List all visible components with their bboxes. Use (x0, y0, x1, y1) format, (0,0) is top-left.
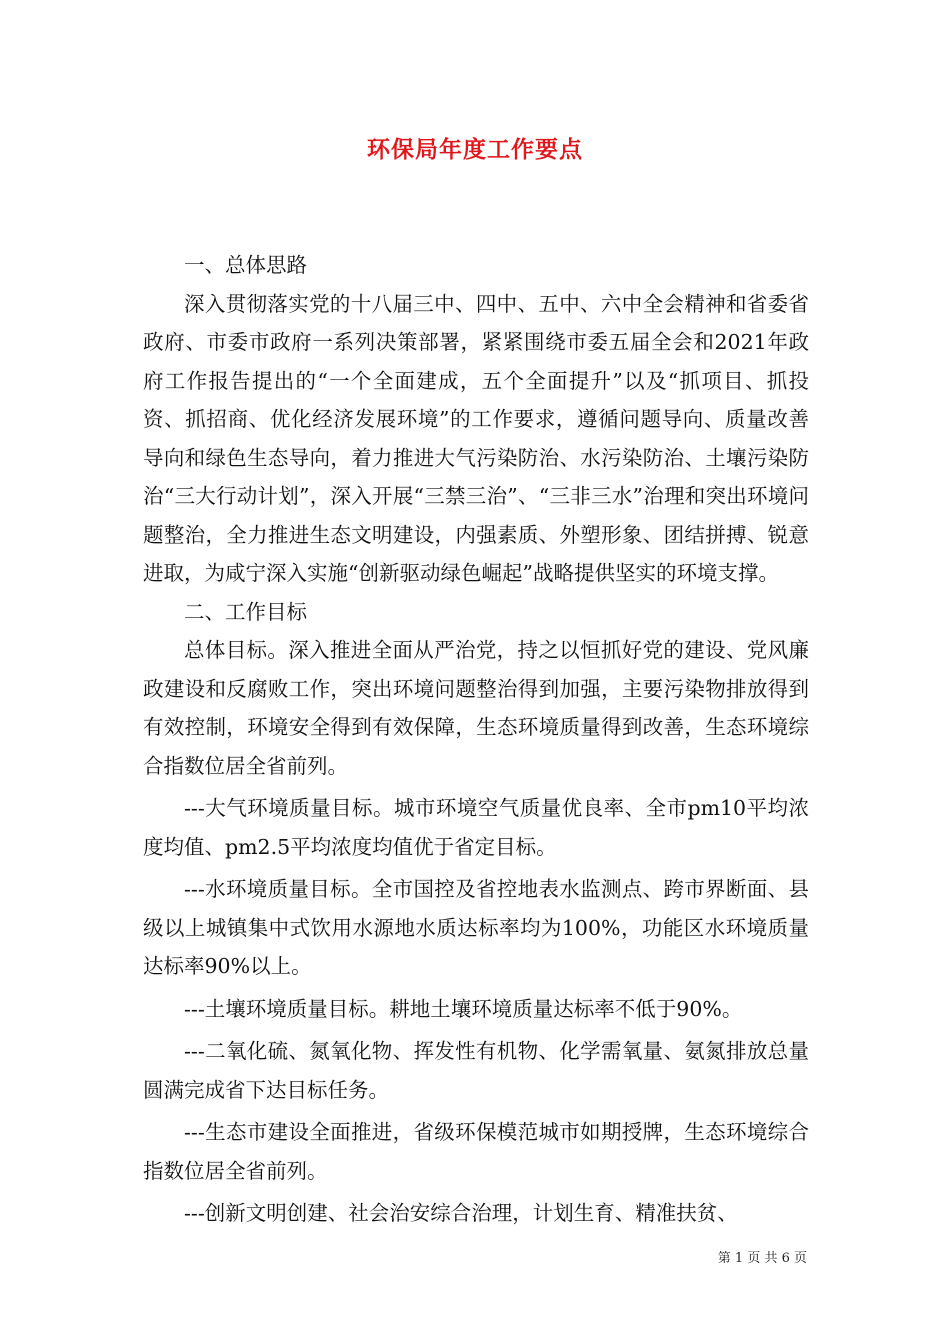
page-number (718, 1247, 807, 1266)
section-heading-overall-approach: 一、总体思路 (184, 253, 307, 277)
paragraph-overall-goal: 总体目标。深入推进全面从严治党，持之以恒抓好党的建设、党风廉政建设和反腐败工作，突出环境问题整治得到加强，主要污染物排放得到有效控制，环境安全得到有效保障，生态环境质量得到改善，生态环境综合指数位居全省前列。 (143, 638, 809, 778)
section-heading-work-goals: 二、工作目标 (184, 599, 307, 624)
goal-item-eco-city: ---生态市建设全面推进，省级环保模范城市如期授牌，生态环境综合指数位居全省前列。 (143, 1120, 809, 1183)
goal-item-air-quality: ---大气环境质量目标。城市环境空气质量优良率、全市pm10平均浓度均值、pm2.5平均浓度均值优于省定目标。 (143, 796, 809, 859)
goal-item-soil-quality: ---土壤环境质量目标。耕地土壤环境质量达标率不低于90%。 (184, 996, 743, 1021)
goal-item-water-quality: ---水环境质量目标。全市国控及省控地表水监测点、跨市界断面、县级以上城镇集中式饮用水源地水质达标率均为100%，功能区水环境质量达标率90%以上。 (143, 877, 809, 978)
document-title: 环保局年度工作要点 (367, 136, 583, 163)
goal-item-emissions: ---二氧化硫、氮氧化物、挥发性有机物、化学需氧量、氨氮排放总量圆满完成省下达目标任务。 (143, 1039, 809, 1102)
page-number-label: 第 1 页 共 6 页 (717, 1251, 807, 1266)
goal-item-civilization: ---创新文明创建、社会治安综合治理，计划生育、精准扶贫、 (184, 1201, 738, 1225)
paragraph-overall-approach: 深入贯彻落实党的十八届三中、四中、五中、六中全会精神和省委省政府、市委市政府一系列决策部署，紧紧围绕市委五届全会和2021年政府工作报告提出的“一个全面建成，五个全面提升”以及“抓项目、抓投资、抓招商、优化经济发展环境”的工作要求，遵循问题导向、质量改善导向和绿色生态导向，着力推进大气污染防治、水污染防治、土壤污染防治“三大行动计划”，深入开展“三禁三治”、“三非三水”治理和突出环境问题整治，全力推进生态文明建设，内强素质、外塑形象、团结拼搏、锐意进取，为咸宁深入实施“创新驱动绿色崛起”战略提供坚实的环境支撑。 (143, 291, 809, 585)
document-body (143, 246, 809, 1233)
